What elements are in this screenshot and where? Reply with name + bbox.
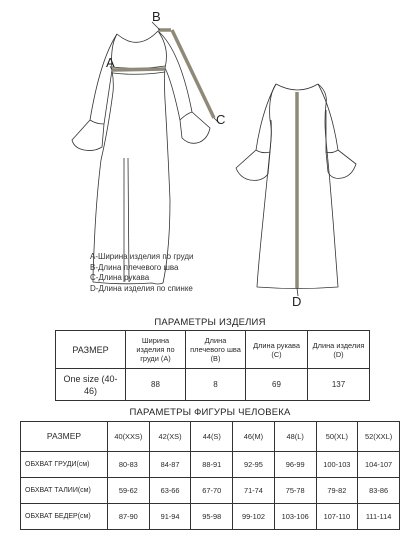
table-header-row — [56, 331, 370, 369]
label-d: D — [292, 294, 302, 309]
label-b: B — [152, 9, 161, 24]
header-cell: 48(L) — [274, 422, 316, 452]
value-cell: 88 — [126, 369, 186, 401]
value-cell: 104-107 — [358, 452, 400, 478]
header-cell: 44(S) — [191, 422, 233, 452]
header-cell: РАЗМЕР — [21, 422, 108, 452]
value-cell: 95-98 — [191, 504, 233, 530]
value-cell: 69 — [246, 369, 308, 401]
legend-item: D-Длина изделия по спинке — [90, 283, 193, 293]
header-cell: Длина рукава (С) — [246, 331, 308, 369]
value-cell: 63-66 — [149, 478, 191, 504]
header-cell: Длина изделия (D) — [308, 331, 370, 369]
header-cell: РАЗМЕР — [56, 331, 126, 369]
value-cell: 71-74 — [233, 478, 275, 504]
table-row — [21, 504, 400, 530]
value-cell: 67-70 — [191, 478, 233, 504]
value-cell: 84-87 — [149, 452, 191, 478]
table-header-row — [21, 422, 400, 452]
measurement-legend — [90, 252, 193, 294]
value-cell: 107-110 — [316, 504, 358, 530]
label-a: A — [106, 55, 115, 70]
legend-item: В-Длина плечевого шва — [90, 262, 179, 272]
value-cell: 103-106 — [274, 504, 316, 530]
value-cell: 8 — [186, 369, 246, 401]
row-label: ОБХВАТ ГРУДИ(см) — [21, 452, 108, 478]
label-c: C — [216, 112, 226, 127]
row-label: ОБХВАТ ТАЛИИ(см) — [21, 478, 108, 504]
value-cell: 137 — [308, 369, 370, 401]
value-cell: 88-91 — [191, 452, 233, 478]
value-cell: 80-83 — [108, 452, 150, 478]
header-cell: 52(XXL) — [358, 422, 400, 452]
body-params-title: ПАРАМЕТРЫ ФИГУРЫ ЧЕЛОВЕКА — [129, 407, 291, 418]
header-cell: 50(XL) — [316, 422, 358, 452]
table-row — [21, 452, 400, 478]
header-cell: Длина плечевого шва (В) — [186, 331, 246, 369]
table-row — [56, 369, 370, 401]
value-cell: 96-99 — [274, 452, 316, 478]
row-label: ОБХВАТ БЕДЕР(см) — [21, 504, 108, 530]
measure-a-bar — [112, 69, 165, 70]
header-cell: 46(M) — [233, 422, 275, 452]
measure-c-bar — [172, 30, 214, 118]
value-cell: 100-103 — [316, 452, 358, 478]
legend-item: С-Длина рукава — [90, 273, 150, 282]
header-cell: Ширина изделия по груди (А) — [126, 331, 186, 369]
product-params-title: ПАРАМЕТРЫ ИЗДЕЛИЯ — [154, 317, 266, 328]
header-cell: 40(XXS) — [108, 422, 150, 452]
value-cell: 79-82 — [316, 478, 358, 504]
header-cell: 42(XS) — [149, 422, 191, 452]
product-params-table — [55, 330, 370, 401]
value-cell: 83-86 — [358, 478, 400, 504]
value-cell: 59-62 — [108, 478, 150, 504]
value-cell: 91-94 — [149, 504, 191, 530]
value-cell: 87-90 — [108, 504, 150, 530]
table-row — [21, 478, 400, 504]
legend-item: А-Ширина изделия по груди — [90, 252, 194, 261]
value-cell: 75-78 — [274, 478, 316, 504]
body-params-table — [20, 421, 400, 530]
value-cell: 111-114 — [358, 504, 400, 530]
value-cell: 92-95 — [233, 452, 275, 478]
value-cell: 99-102 — [233, 504, 275, 530]
size-cell: One size (40-46) — [56, 369, 126, 401]
